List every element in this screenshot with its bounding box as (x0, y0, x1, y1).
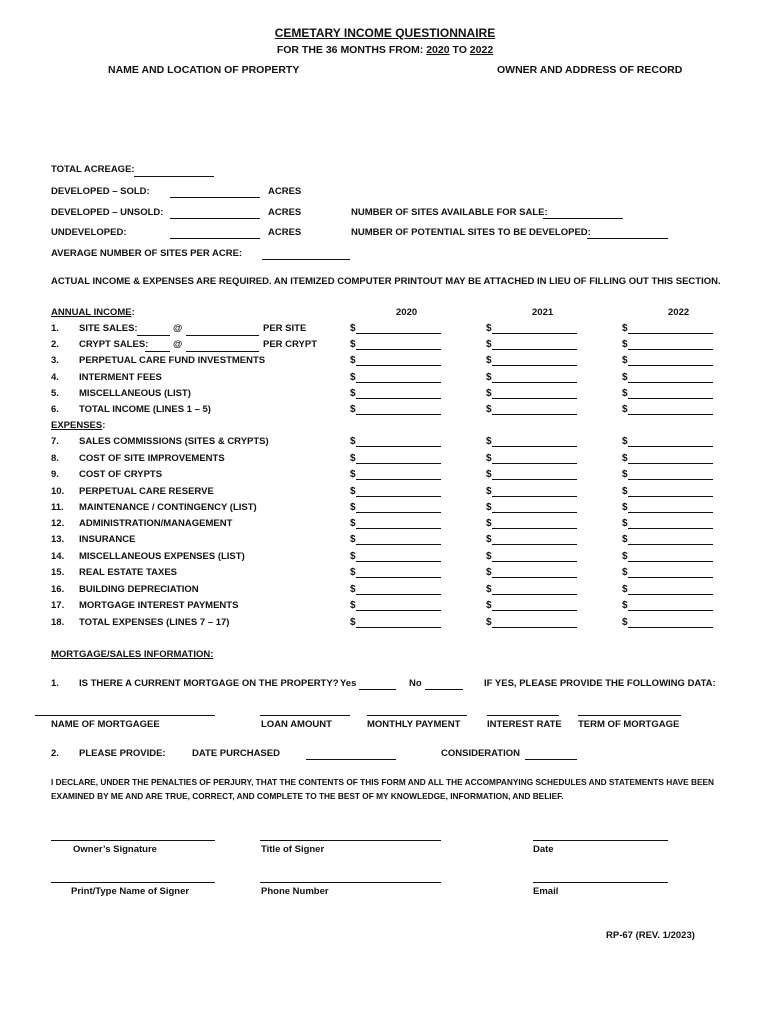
col-monthly-payment: MONTHLY PAYMENT (367, 719, 461, 730)
expense-line-13-2021-field[interactable] (486, 534, 492, 545)
amount-line[interactable] (356, 496, 441, 497)
print-name-label: Print/Type Name of Signer (71, 886, 190, 897)
expense-line-15-2022-field[interactable] (622, 567, 628, 578)
dollar-sign: $ (350, 339, 356, 350)
amount-line[interactable] (356, 463, 441, 464)
developed-sold-label: DEVELOPED – SOLD: (51, 186, 150, 197)
q1-number: 1. (51, 678, 59, 689)
no-field[interactable] (425, 689, 463, 690)
potential-sites-label: NUMBER OF POTENTIAL SITES TO BE DEVELOPED: (351, 227, 591, 238)
dollar-sign: $ (350, 436, 356, 447)
amount-line[interactable] (356, 333, 441, 334)
col-name-of-mortgagee: NAME OF MORTGAGEE (51, 719, 160, 730)
dollar-sign: $ (350, 355, 356, 366)
expense-line-12-2022-field[interactable] (622, 518, 628, 529)
avg-sites-field[interactable] (262, 259, 350, 260)
expense-line-18-2022-field[interactable] (622, 617, 628, 628)
amount-line[interactable] (628, 496, 713, 497)
sites-available-field[interactable] (543, 218, 623, 219)
dollar-sign: $ (486, 323, 492, 334)
income-line-3-2021-field[interactable] (486, 355, 492, 366)
col-term-of-mortgage: TERM OF MORTGAGE (578, 719, 680, 730)
monthly-payment-field[interactable] (367, 715, 467, 716)
dollar-sign: $ (622, 584, 628, 595)
amount-line[interactable] (492, 398, 577, 399)
dollar-sign: $ (486, 372, 492, 383)
row-number: 17. (51, 600, 65, 611)
amount-line[interactable] (492, 610, 577, 611)
dollar-sign: $ (486, 518, 492, 529)
amount-line[interactable] (356, 544, 441, 545)
row-number: 11. (51, 502, 64, 513)
expense-line-9-2021-field[interactable] (486, 469, 492, 480)
income-line-6-2020-field[interactable] (350, 404, 356, 415)
amount-line[interactable] (628, 333, 713, 334)
acres-label-1: ACRES (268, 186, 302, 197)
amount-line[interactable] (356, 414, 441, 415)
potential-sites-field[interactable] (587, 238, 668, 239)
amount-line[interactable] (628, 594, 713, 595)
dollar-sign: $ (622, 469, 628, 480)
dollar-sign: $ (622, 323, 628, 334)
year-col-2021: 2021 (532, 307, 554, 318)
amount-line[interactable] (492, 349, 577, 350)
row-number: 13. (51, 534, 65, 545)
amount-line[interactable] (492, 627, 577, 628)
dollar-sign: $ (350, 534, 356, 545)
crypt-sales-count-field[interactable] (145, 351, 170, 352)
row-label: SITE SALES: (79, 323, 138, 334)
yes-label: Yes (340, 678, 357, 689)
row-number: 5. (51, 388, 59, 399)
mortgagee-name-field[interactable] (35, 715, 215, 716)
dollar-sign: $ (486, 388, 492, 399)
amount-line[interactable] (628, 544, 713, 545)
expenses-heading-text: EXPENSES (51, 420, 103, 431)
expense-line-18-2021-field[interactable] (486, 617, 492, 628)
amount-line[interactable] (356, 349, 441, 350)
amount-line[interactable] (356, 512, 441, 513)
amount-line[interactable] (356, 594, 441, 595)
amount-line[interactable] (628, 528, 713, 529)
amount-line[interactable] (628, 382, 713, 383)
row-label: PERPETUAL CARE FUND INVESTMENTS (79, 355, 266, 366)
expense-row-16 (0, 584, 770, 598)
dollar-sign: $ (350, 502, 356, 513)
row-number: 12. (51, 518, 65, 529)
row-number: 3. (51, 355, 59, 366)
income-line-6-2022-field[interactable] (622, 404, 628, 415)
row-number: 10. (51, 486, 65, 497)
expense-line-17-2021-field[interactable] (486, 600, 492, 611)
amount-line[interactable] (628, 349, 713, 350)
consideration-label: CONSIDERATION (441, 748, 520, 759)
site-sales-count-field[interactable] (137, 335, 170, 336)
amount-line[interactable] (356, 382, 441, 383)
income-line-3-2022-field[interactable] (622, 355, 628, 366)
expense-row-12 (0, 518, 770, 532)
dollar-sign: $ (622, 567, 628, 578)
dollar-sign: $ (486, 469, 492, 480)
developed-unsold-label: DEVELOPED – UNSOLD: (51, 207, 164, 218)
no-label: No (409, 678, 422, 689)
per-crypt-label: PER CRYPT (263, 339, 318, 350)
term-of-mortgage-field[interactable] (578, 715, 681, 716)
itemized-notice: ACTUAL INCOME & EXPENSES ARE REQUIRED. AN ITEMIZED COMPUTER PRINTOUT MAY BE ATTACHED IN LIEU OF FILLING OUT THIS SECTION. (51, 276, 721, 287)
dollar-sign: $ (486, 502, 492, 513)
row-label: MORTGAGE INTEREST PAYMENTS (79, 600, 239, 611)
row-label: INTERMENT FEES (79, 372, 162, 383)
expense-line-15-2020-field[interactable] (350, 567, 356, 578)
income-row-3 (0, 355, 770, 369)
amount-line[interactable] (628, 561, 713, 562)
row-label: COST OF SITE IMPROVEMENTS (79, 453, 225, 464)
owner-signature-field[interactable] (51, 840, 215, 841)
expense-line-8-2021-field[interactable] (486, 453, 492, 464)
expense-row-17 (0, 600, 770, 614)
expense-line-11-2021-field[interactable] (486, 502, 492, 513)
mortgage-heading: MORTGAGE/SALES INFORMATION: (51, 649, 214, 660)
col-loan-amount: LOAN AMOUNT (261, 719, 332, 730)
year-col-2022: 2022 (668, 307, 690, 318)
amount-line[interactable] (492, 382, 577, 383)
period-line (0, 44, 770, 56)
dollar-sign: $ (350, 469, 356, 480)
q2-number: 2. (51, 748, 59, 759)
expense-line-17-2020-field[interactable] (350, 600, 356, 611)
dollar-sign: $ (622, 453, 628, 464)
row-label: CRYPT SALES: (79, 339, 149, 350)
expense-line-14-2022-field[interactable] (622, 551, 628, 562)
yes-field[interactable] (359, 689, 396, 690)
dollar-sign: $ (350, 323, 356, 334)
amount-line[interactable] (628, 610, 713, 611)
amount-line[interactable] (492, 544, 577, 545)
dollar-sign: $ (622, 600, 628, 611)
expense-line-11-2022-field[interactable] (622, 502, 628, 513)
name-location-label: NAME AND LOCATION OF PROPERTY (108, 64, 300, 76)
developed-sold-field[interactable] (170, 197, 260, 198)
row-number: 15. (51, 567, 65, 578)
income-line-2-2022-field[interactable] (622, 339, 628, 350)
dollar-sign: $ (622, 551, 628, 562)
col-interest-rate: INTEREST RATE (487, 719, 562, 730)
amount-line[interactable] (492, 528, 577, 529)
undeveloped-label: UNDEVELOPED: (51, 227, 127, 238)
amount-line[interactable] (628, 577, 713, 578)
dollar-sign: $ (350, 567, 356, 578)
row-number: 7. (51, 436, 59, 447)
dollar-sign: $ (486, 453, 492, 464)
year-from: 2020 (426, 44, 450, 56)
if-yes-label: IF YES, PLEASE PROVIDE THE FOLLOWING DATA: (484, 678, 716, 689)
amount-line[interactable] (492, 414, 577, 415)
form-id: RP-67 (REV. 1/2023) (606, 930, 695, 941)
expense-line-18-2020-field[interactable] (350, 617, 356, 628)
amount-line[interactable] (492, 561, 577, 562)
income-line-5-2022-field[interactable] (622, 388, 628, 399)
dollar-sign: $ (622, 339, 628, 350)
dollar-sign: $ (350, 551, 356, 562)
dollar-sign: $ (622, 372, 628, 383)
amount-line[interactable] (628, 365, 713, 366)
expense-line-7-2020-field[interactable] (350, 436, 356, 447)
dollar-sign: $ (622, 436, 628, 447)
phone-number-label: Phone Number (261, 886, 329, 897)
income-line-1-2022-field[interactable] (622, 323, 628, 334)
income-line-5-2020-field[interactable] (350, 388, 356, 399)
income-line-2-2021-field[interactable] (486, 339, 492, 350)
dollar-sign: $ (350, 372, 356, 383)
expense-row-11 (0, 502, 770, 516)
total-acreage-field[interactable] (134, 176, 214, 177)
amount-line[interactable] (492, 446, 577, 447)
date-label: Date (533, 844, 554, 855)
dollar-sign: $ (350, 518, 356, 529)
amount-line[interactable] (492, 577, 577, 578)
dollar-sign: $ (486, 339, 492, 350)
amount-line[interactable] (356, 446, 441, 447)
income-row-2 (0, 339, 770, 353)
row-number: 18. (51, 617, 65, 628)
email-field[interactable] (533, 882, 668, 883)
expense-row-9 (0, 469, 770, 483)
annual-income-colon: : (131, 307, 135, 318)
amount-line[interactable] (492, 333, 577, 334)
expense-line-10-2021-field[interactable] (486, 486, 492, 497)
expense-line-10-2022-field[interactable] (622, 486, 628, 497)
amount-line[interactable] (628, 627, 713, 628)
expense-row-15 (0, 567, 770, 581)
expenses-heading (51, 420, 105, 431)
per-site-label: PER SITE (263, 323, 307, 334)
dollar-sign: $ (486, 534, 492, 545)
dollar-sign: $ (486, 355, 492, 366)
row-label: REAL ESTATE TAXES (79, 567, 178, 578)
expense-line-7-2021-field[interactable] (486, 436, 492, 447)
row-label: COST OF CRYPTS (79, 469, 163, 480)
amount-line[interactable] (356, 577, 441, 578)
amount-line[interactable] (628, 512, 713, 513)
amount-line[interactable] (356, 561, 441, 562)
dollar-sign: $ (486, 617, 492, 628)
annual-income-heading (51, 307, 135, 318)
amount-line[interactable] (356, 528, 441, 529)
expense-line-17-2022-field[interactable] (622, 600, 628, 611)
email-label: Email (533, 886, 559, 897)
row-number: 6. (51, 404, 59, 415)
expense-line-14-2020-field[interactable] (350, 551, 356, 562)
year-to: 2022 (469, 44, 494, 56)
row-label: MISCELLANEOUS (LIST) (79, 388, 191, 399)
expense-line-8-2020-field[interactable] (350, 453, 356, 464)
date-field[interactable] (533, 840, 668, 841)
annual-income-heading-text: ANNUAL INCOME (51, 307, 132, 318)
expense-row-13 (0, 534, 770, 548)
expense-row-18 (0, 617, 770, 631)
row-label: TOTAL INCOME (LINES 1 – 5) (79, 404, 211, 415)
q1-text: IS THERE A CURRENT MORTGAGE ON THE PROPERTY? (79, 678, 339, 689)
expense-line-13-2020-field[interactable] (350, 534, 356, 545)
dollar-sign: $ (486, 584, 492, 595)
row-number: 9. (51, 469, 59, 480)
expense-row-7 (0, 436, 770, 450)
consideration-field[interactable] (525, 759, 577, 760)
loan-amount-field[interactable] (260, 715, 350, 716)
amount-line[interactable] (628, 414, 713, 415)
crypt-sales-at: @ (173, 339, 183, 350)
dollar-sign: $ (622, 404, 628, 415)
site-sales-price-field[interactable] (186, 335, 259, 336)
expense-line-13-2022-field[interactable] (622, 534, 628, 545)
dollar-sign: $ (622, 502, 628, 513)
amount-line[interactable] (628, 446, 713, 447)
income-row-6 (0, 404, 770, 418)
income-line-4-2021-field[interactable] (486, 372, 492, 383)
amount-line[interactable] (492, 365, 577, 366)
expense-row-14 (0, 551, 770, 565)
avg-sites-label: AVERAGE NUMBER OF SITES PER ACRE: (51, 248, 243, 259)
developed-unsold-field[interactable] (170, 218, 260, 219)
dollar-sign: $ (350, 617, 356, 628)
expense-line-8-2022-field[interactable] (622, 453, 628, 464)
dollar-sign: $ (622, 388, 628, 399)
dollar-sign: $ (622, 518, 628, 529)
row-label: ADMINISTRATION/MANAGEMENT (79, 518, 233, 529)
period-prefix: FOR THE 36 MONTHS FROM: (276, 44, 424, 56)
expense-line-11-2020-field[interactable] (350, 502, 356, 513)
amount-line[interactable] (356, 398, 441, 399)
dollar-sign: $ (486, 404, 492, 415)
owner-address-label: OWNER AND ADDRESS OF RECORD (497, 64, 683, 76)
row-number: 8. (51, 453, 59, 464)
row-label: MISCELLANEOUS EXPENSES (LIST) (79, 551, 245, 562)
expense-line-12-2021-field[interactable] (486, 518, 492, 529)
row-label: MAINTENANCE / CONTINGENCY (LIST) (79, 502, 257, 513)
income-line-5-2021-field[interactable] (486, 388, 492, 399)
amount-line[interactable] (492, 479, 577, 480)
expense-line-9-2022-field[interactable] (622, 469, 628, 480)
site-sales-at: @ (173, 323, 183, 334)
dollar-sign: $ (350, 584, 356, 595)
income-line-6-2021-field[interactable] (486, 404, 492, 415)
row-number: 2. (51, 339, 59, 350)
phone-number-field[interactable] (260, 882, 441, 883)
date-purchased-field[interactable] (306, 759, 396, 760)
row-label: TOTAL EXPENSES (LINES 7 – 17) (79, 617, 230, 628)
dollar-sign: $ (622, 486, 628, 497)
row-label: INSURANCE (79, 534, 136, 545)
expense-line-15-2021-field[interactable] (486, 567, 492, 578)
amount-line[interactable] (492, 594, 577, 595)
income-line-3-2020-field[interactable] (350, 355, 356, 366)
expense-line-16-2020-field[interactable] (350, 584, 356, 595)
dollar-sign: $ (486, 486, 492, 497)
dollar-sign: $ (350, 486, 356, 497)
dollar-sign: $ (350, 600, 356, 611)
expense-row-10 (0, 486, 770, 500)
dollar-sign: $ (486, 551, 492, 562)
amount-line[interactable] (628, 479, 713, 480)
undeveloped-field[interactable] (170, 238, 260, 239)
amount-line[interactable] (356, 365, 441, 366)
amount-line[interactable] (492, 496, 577, 497)
dollar-sign: $ (350, 404, 356, 415)
total-acreage-label: TOTAL ACREAGE: (51, 164, 135, 175)
title-of-signer-label: Title of Signer (261, 844, 325, 855)
dollar-sign: $ (622, 355, 628, 366)
period-to: TO (452, 44, 467, 56)
q2-text: PLEASE PROVIDE: (79, 748, 166, 759)
row-number: 16. (51, 584, 65, 595)
income-row-1 (0, 323, 770, 337)
dollar-sign: $ (350, 453, 356, 464)
row-label: SALES COMMISSIONS (SITES & CRYPTS) (79, 436, 269, 447)
expense-line-10-2020-field[interactable] (350, 486, 356, 497)
amount-line[interactable] (356, 627, 441, 628)
expense-line-12-2020-field[interactable] (350, 518, 356, 529)
dollar-sign: $ (622, 534, 628, 545)
dollar-sign: $ (486, 436, 492, 447)
year-col-2020: 2020 (396, 307, 418, 318)
row-label: BUILDING DEPRECIATION (79, 584, 199, 595)
date-purchased-label: DATE PURCHASED (192, 748, 280, 759)
amount-line[interactable] (628, 398, 713, 399)
dollar-sign: $ (486, 567, 492, 578)
expense-line-9-2020-field[interactable] (350, 469, 356, 480)
income-line-1-2021-field[interactable] (486, 323, 492, 334)
income-row-5 (0, 388, 770, 402)
row-number: 1. (51, 323, 59, 334)
amount-line[interactable] (356, 610, 441, 611)
expenses-colon: : (102, 420, 106, 431)
amount-line[interactable] (356, 479, 441, 480)
dollar-sign: $ (622, 617, 628, 628)
interest-rate-field[interactable] (487, 715, 559, 716)
income-line-2-2020-field[interactable] (350, 339, 356, 350)
sites-available-label: NUMBER OF SITES AVAILABLE FOR SALE: (351, 207, 548, 218)
amount-line[interactable] (492, 512, 577, 513)
expense-row-8 (0, 453, 770, 467)
income-line-4-2022-field[interactable] (622, 372, 628, 383)
income-row-4 (0, 372, 770, 386)
title-of-signer-field[interactable] (260, 840, 441, 841)
expense-line-14-2021-field[interactable] (486, 551, 492, 562)
owner-signature-label: Owner’s Signature (73, 844, 157, 855)
row-label: PERPETUAL CARE RESERVE (79, 486, 214, 497)
form-title: CEMETARY INCOME QUESTIONNAIRE (274, 26, 496, 40)
expense-line-16-2021-field[interactable] (486, 584, 492, 595)
crypt-sales-price-field[interactable] (186, 351, 259, 352)
perjury-declaration: I DECLARE, UNDER THE PENALTIES OF PERJURY, THAT THE CONTENTS OF THIS FORM AND ALL THE ACCOMPANYING SCHEDULES AND STATEMENTS HAVE BEEN EXAMINED BY ME AND ARE TRUE, CORRECT, AND COMPLETE TO THE BEST OF MY KNOWLEDGE, INFORMATION, AND BELIEF. (51, 777, 715, 801)
acres-label-2: ACRES (268, 207, 302, 218)
expense-line-7-2022-field[interactable] (622, 436, 628, 447)
expense-line-16-2022-field[interactable] (622, 584, 628, 595)
print-name-field[interactable] (51, 882, 215, 883)
amount-line[interactable] (628, 463, 713, 464)
amount-line[interactable] (492, 463, 577, 464)
acres-label-3: ACRES (268, 227, 302, 238)
dollar-sign: $ (350, 388, 356, 399)
income-line-4-2020-field[interactable] (350, 372, 356, 383)
row-number: 4. (51, 372, 59, 383)
dollar-sign: $ (486, 600, 492, 611)
row-number: 14. (51, 551, 65, 562)
income-line-1-2020-field[interactable] (350, 323, 356, 334)
